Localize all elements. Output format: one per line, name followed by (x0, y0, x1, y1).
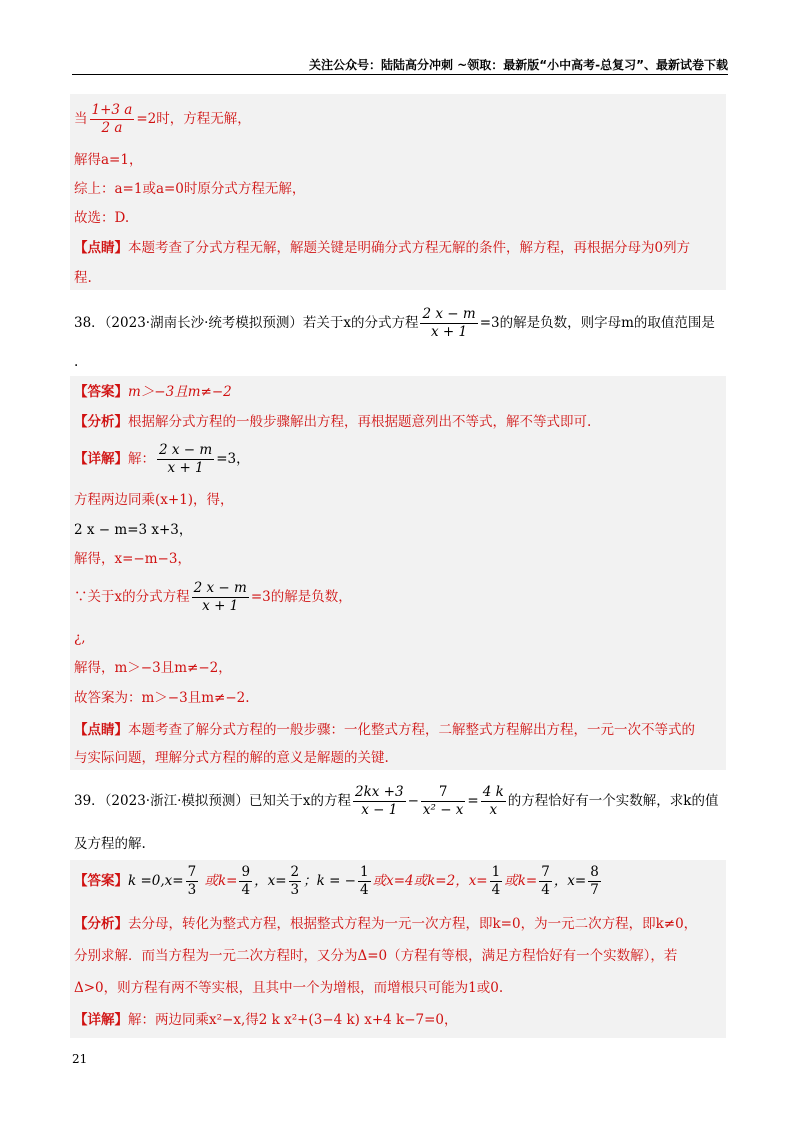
b2-detail: 【详解】解： $\frac{2 x - m}{x + 1}$ =3， (74, 442, 250, 476)
question-38-line-2: . (74, 354, 79, 370)
b1-line-2: 解得a=1， (74, 152, 143, 168)
b2-analysis: 【分析】根据解分式方程的一般步骤解出方程，再根据题意列出不等式，解不等式即可. (74, 414, 592, 430)
b2-step-3: 解得，x=−m−3， (74, 551, 191, 567)
b2-answer: 【答案】m＞−3且m≠−2 (74, 384, 232, 400)
b1-line-6: 程. (74, 270, 92, 286)
b1-line-4: 故选：D. (74, 210, 130, 226)
b2-step-6: 解得，m＞−3且m≠−2， (74, 660, 232, 676)
b2-step-5: ¿, (74, 630, 86, 646)
page-number: 21 (72, 1052, 88, 1066)
b2-step-2: 2 x − m=3 x+3， (74, 522, 193, 538)
question-39-line-2: 及方程的解. (74, 836, 146, 852)
solution-block-38 (70, 376, 726, 770)
page-header: 关注公众号：陆陆高分冲刺 ~领取：最新版“小中高考-总复习”、最新试卷下载 (309, 58, 728, 72)
b3-answer: 【答案】k =0,x= $\frac{7}{3}$ 或k= $\frac{9}{4}$ ，x= $\frac{2}{3}$ ；k = − $\frac{1}{4}$ 或x=4或k=2，x= $\frac{1}{4}$ 或k= $\frac{7}{4}$ ，x= $\frac{8}{7}$ (74, 864, 599, 898)
b2-step-1: 方程两边同乘(x+1)，得， (74, 492, 234, 508)
b2-step-7: 故答案为：m＞−3且m≠−2. (74, 690, 250, 706)
b3-analysis-1: 【分析】去分母，转化为整式方程，根据整式方程为一元一次方程，即k=0，为一元二次方程，即k≠0， (74, 916, 698, 932)
question-39: 39．（2023·浙江·模拟预测）已知关于x的方程 $\frac{2kx +3}{x - 1}$ − $\frac{7}{\text{x² − x}}$ = $\frac{4 k}{x}$ 的方程恰好有一个实数解，求k的值 (74, 784, 719, 818)
b1-line-5: 【点睛】本题考查了分式方程无解，解题关键是明确分式方程无解的条件，解方程，再根据分母为0列方 (74, 240, 691, 256)
b3-analysis-2: 分别求解．而当方程为一元二次方程时，又分为Δ=0（方程有等根，满足方程恰好有一个实数解），若 (74, 948, 678, 964)
header-rule (72, 74, 728, 75)
question-38: 38．（2023·湖南长沙·统考模拟预测）若关于x的分式方程 $\frac{2 x - m}{x + 1}$ =3的解是负数，则字母m的取值范围是 (74, 306, 715, 340)
b2-comment-2: 与实际问题，理解分式方程的解的意义是解题的关键. (74, 750, 389, 766)
b3-analysis-3: Δ>0，则方程有两不等实根，且其中一个为增根，而增根只可能为1或0. (74, 980, 504, 996)
b3-detail: 【详解】解：两边同乘x²−x,得2 k x²+(3−4 k) x+4 k−7=0， (74, 1012, 458, 1028)
b2-step-4: ∵关于x的分式方程 $\frac{2 x - m}{x + 1}$ =3的解是负数， (74, 580, 352, 614)
b1-line-1: 当 $\frac{1+3 a}{2 a}$ =2时，方程无解， (74, 102, 251, 136)
b2-comment-1: 【点睛】本题考查了解分式方程的一般步骤：一化整式方程，二解整式方程解出方程，一元一次不等式的 (74, 722, 695, 738)
b1-line-3: 综上：a=1或a=0时原分式方程无解， (74, 181, 306, 197)
